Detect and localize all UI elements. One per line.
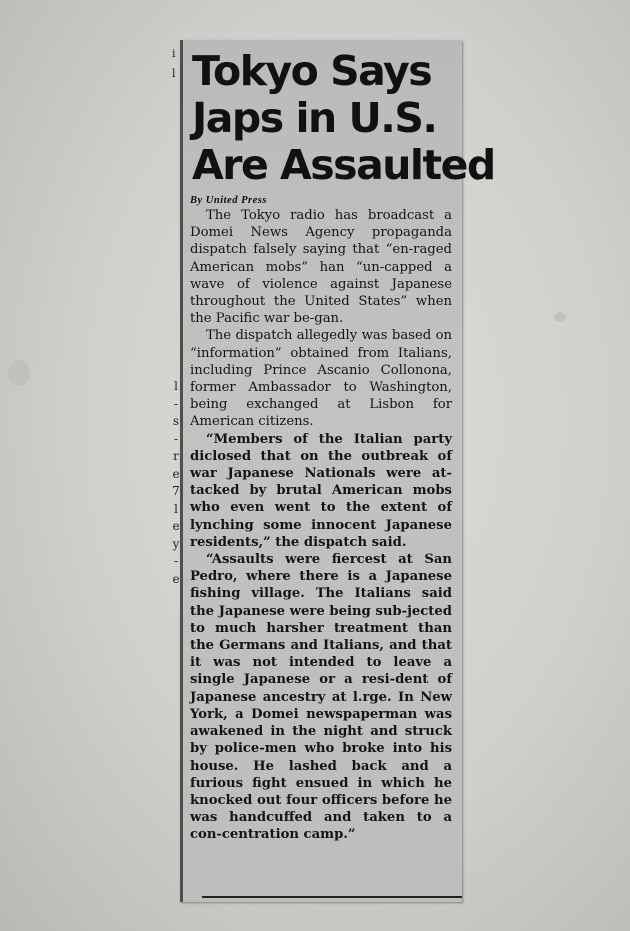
paragraph-2: The dispatch allegedly was based on “information” obtained from Italians, including Prince Ascanio Collonona, former Ambassador to Washington, being exchanged at Lisbon for American citizens. [190,328,452,430]
headline [192,47,495,189]
article-body [190,207,456,844]
paragraph-3: “Members of the Italian party diclosed that on the outbreak of war Japanese Nationals were at-tacked by brutal American mobs who even went to the extent of lynching some innocent Japanese residents,” the dispatch said. [190,431,452,550]
headline-line-1: Tokyo Says [192,47,432,95]
headline-line-2: Japs in U.S. [192,94,437,142]
paper-stain [554,312,566,322]
newspaper-clipping [180,40,495,902]
adjacent-column-fragment-top: i l [172,47,176,80]
paper-stain [8,360,30,386]
byline: By United Press [190,195,267,206]
paragraph-1: The Tokyo radio has broadcast a Domei News Agency propaganda dispatch falsely saying that “en-raged American mobs” han “un-capped a wave of violence against Japanese throughout the United States” when the Pacific war be-gan. [190,208,452,327]
adjacent-column-fragment: l - s - r e 7 l e y - e [172,379,180,586]
paragraph-4: “Assaults were fiercest at San Pedro, where there is a Japanese fishing village. The Italians said the Japanese were being sub-jected to much harsher treatment than the Germans and Italians, and that it was not intended to leave a single Japanese or a resi-dent of Japanese ancestry at l.rge. In New York, a Domei newspaperman was awakened in the night and struck by police-men who broke into his house. He lashed back and a furious fight ensued in which he knocked out four officers before he was handcuffed and taken to a con-centration camp.” [190,552,452,843]
headline-line-3: Are Assaulted [192,141,495,189]
bottom-rule [202,896,462,898]
